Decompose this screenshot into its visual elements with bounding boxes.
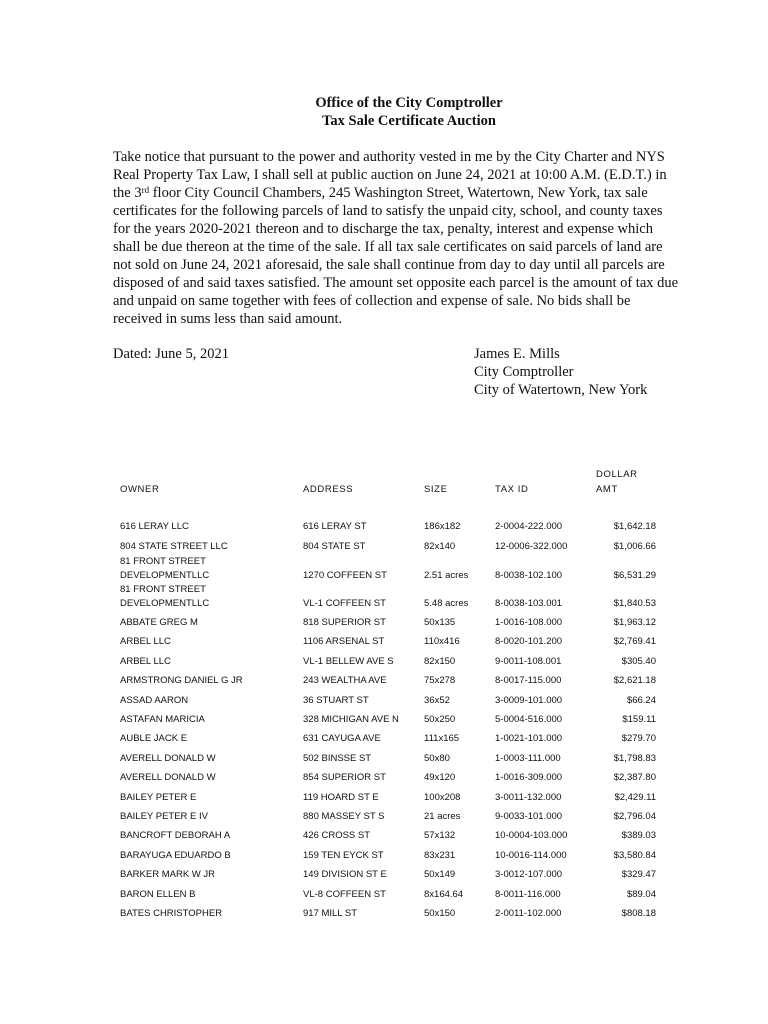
size-cell: 57x132: [424, 830, 456, 841]
amount-cell: $2,429.11: [614, 792, 656, 803]
notice-line: and unpaid on same together with fees of collection and expense of sale. No bids shall be: [113, 293, 631, 309]
size-cell: 50x135: [424, 617, 456, 628]
owner-cell: AVERELL DONALD W: [120, 772, 216, 783]
address-cell: 502 BINSSE ST: [303, 753, 372, 764]
size-cell: 111x165: [424, 733, 460, 744]
tax-id-cell: 2-0004-222.000: [495, 521, 563, 532]
address-cell: 631 CAYUGA AVE: [303, 733, 381, 744]
address-cell: 1270 COFFEEN ST: [303, 570, 387, 581]
owner-cell: BANCROFT DEBORAH A: [120, 830, 231, 841]
amount-header-line1: DOLLAR: [596, 469, 638, 480]
owner-cell: BAILEY PETER E: [120, 792, 197, 803]
signer-organization: City of Watertown, New York: [474, 382, 648, 398]
address-cell: 818 SUPERIOR ST: [303, 617, 386, 628]
size-cell: 50x150: [424, 908, 456, 919]
address-cell: 917 MILL ST: [303, 908, 358, 919]
size-cell: 110x416: [424, 636, 460, 647]
amount-cell: $389.03: [621, 830, 656, 841]
size-cell: 5.48 acres: [424, 598, 469, 609]
notice-line: certificates for the following parcels of land to satisfy the unpaid city, school, and county taxes: [113, 203, 663, 219]
address-cell: 243 WEALTHA AVE: [303, 675, 387, 686]
owner-cell: BARKER MARK W JR: [120, 869, 216, 880]
size-cell: 100x208: [424, 792, 461, 803]
notice-line: Take notice that pursuant to the power and authority vested in me by the City Charter and NYS: [113, 149, 665, 165]
tax-id-cell: 9-0033-101.000: [495, 811, 563, 822]
size-cell: 83x231: [424, 850, 456, 861]
address-header: ADDRESS: [303, 484, 354, 495]
dated-line: Dated: June 5, 2021: [113, 346, 229, 362]
owner-cell: AVERELL DONALD W: [120, 753, 216, 764]
owner-cell: ASTAFAN MARICIA: [120, 714, 205, 725]
amount-cell: $159.11: [622, 714, 656, 725]
address-cell: 36 STUART ST: [303, 695, 369, 706]
notice-line: shall be due thereon at the time of the sale. If all tax sale certificates on said parcels of land are: [113, 239, 663, 255]
tax-id-cell: 9-0011-108.001: [495, 656, 562, 667]
owner-cell: ARMSTRONG DANIEL G JR: [120, 675, 243, 686]
owner-cell: BARAYUGA EDUARDO B: [120, 850, 231, 861]
owner-cell-line1: 81 FRONT STREET: [120, 584, 206, 595]
tax-id-cell: 1-0003-111.000: [495, 753, 561, 764]
tax-id-cell: 2-0011-102.000: [495, 908, 562, 919]
size-cell: 50x250: [424, 714, 456, 725]
size-cell: 50x149: [424, 869, 456, 880]
notice-line: Real Property Tax Law, I shall sell at public auction on June 24, 2021 at 10:00 A.M. (E.D.T.) in: [113, 167, 667, 183]
size-cell: 50x80: [424, 753, 450, 764]
owner-cell: BAILEY PETER E IV: [120, 811, 209, 822]
owner-cell: ASSAD AARON: [120, 695, 189, 706]
address-cell: 854 SUPERIOR ST: [303, 772, 386, 783]
signer-title: City Comptroller: [474, 364, 574, 380]
notice-line: disposed of and said taxes satisfied. The amount set opposite each parcel is the amount of tax due: [113, 275, 679, 291]
tax-id-cell: 1-0016-108.000: [495, 617, 563, 628]
amount-cell: $1,798.83: [613, 753, 656, 764]
notice-line: [113, 184, 648, 202]
auction-title: Tax Sale Certificate Auction: [322, 113, 496, 129]
tax-id-cell: 8-0038-103.001: [495, 598, 563, 609]
owner-cell: ARBEL LLC: [120, 636, 171, 647]
owner-cell: ABBATE GREG M: [120, 617, 198, 628]
amount-cell: $1,963.12: [613, 617, 656, 628]
owner-cell: AUBLE JACK E: [120, 733, 188, 744]
amount-cell: $2,621.18: [613, 675, 656, 686]
size-cell: 49x120: [424, 772, 456, 783]
address-cell: 159 TEN EYCK ST: [303, 850, 384, 861]
amount-cell: $1,006.66: [613, 541, 656, 552]
amount-cell: $2,796.04: [613, 811, 656, 822]
tax-id-cell: 8-0017-115.000: [495, 675, 562, 686]
owner-header: OWNER: [120, 484, 160, 495]
address-cell: VL-1 BELLEW AVE S: [303, 656, 394, 667]
tax-id-cell: 10-0016-114.000: [495, 850, 567, 861]
amount-cell: $66.24: [626, 695, 656, 706]
address-cell: 616 LERAY ST: [303, 521, 367, 532]
amount-header-line2: AMT: [596, 484, 618, 495]
size-cell: 36x52: [424, 695, 450, 706]
owner-cell: DEVELOPMENTLLC: [120, 598, 210, 609]
address-cell: 328 MICHIGAN AVE N: [303, 714, 399, 725]
size-cell: 8x164.64: [424, 889, 464, 900]
size-cell: 82x150: [424, 656, 456, 667]
tax-id-cell: 1-0016-309.000: [495, 772, 563, 783]
office-title: Office of the City Comptroller: [315, 95, 503, 111]
notice-line-start: the 3: [113, 185, 142, 201]
amount-cell: $2,769.41: [613, 636, 656, 647]
tax-id-cell: 3-0012-107.000: [495, 869, 563, 880]
tax-id-cell: 3-0009-101.000: [495, 695, 563, 706]
size-cell: 75x278: [424, 675, 456, 686]
tax-id-cell: 12-0006-322.000: [495, 541, 568, 552]
tax-id-header: TAX ID: [495, 484, 529, 495]
owner-cell: ARBEL LLC: [120, 656, 171, 667]
ordinal-suffix: rd: [141, 185, 150, 195]
amount-cell: $329.47: [621, 869, 656, 880]
size-header: SIZE: [424, 484, 448, 495]
address-cell: 426 CROSS ST: [303, 830, 371, 841]
amount-cell: $808.18: [621, 908, 656, 919]
amount-cell: $305.40: [621, 656, 656, 667]
amount-cell: $2,387.80: [613, 772, 656, 783]
tax-id-cell: 5-0004-516.000: [495, 714, 563, 725]
address-cell: 880 MASSEY ST S: [303, 811, 385, 822]
owner-cell: 616 LERAY LLC: [120, 521, 189, 532]
amount-cell: $6,531.29: [613, 570, 656, 581]
owner-cell: BARON ELLEN B: [120, 889, 196, 900]
owner-cell: DEVELOPMENTLLC: [120, 570, 210, 581]
owner-cell: 804 STATE STREET LLC: [120, 541, 228, 552]
tax-id-cell: 8-0020-101.200: [495, 636, 563, 647]
size-cell: 2.51 acres: [424, 570, 469, 581]
amount-cell: $89.04: [626, 889, 656, 900]
size-cell: 186x182: [424, 521, 461, 532]
address-cell: 119 HOARD ST E: [303, 792, 379, 803]
amount-cell: $3,580.84: [613, 850, 656, 861]
notice-line: for the years 2020-2021 thereon and to discharge the tax, penalty, interest and expense which: [113, 221, 653, 237]
notice-line: not sold on June 24, 2021 aforesaid, the sale shall continue from day to day until all parcels are: [113, 257, 665, 273]
address-cell: 804 STATE ST: [303, 541, 366, 552]
amount-cell: $279.70: [621, 733, 656, 744]
signer-name: James E. Mills: [474, 346, 560, 362]
notice-line-rest: floor City Council Chambers, 245 Washington Street, Watertown, New York, tax sale: [149, 185, 648, 201]
address-cell: 1106 ARSENAL ST: [303, 636, 385, 647]
size-cell: 82x140: [424, 541, 456, 552]
tax-id-cell: 3-0011-132.000: [495, 792, 562, 803]
owner-cell: BATES CHRISTOPHER: [120, 908, 223, 919]
address-cell: 149 DIVISION ST E: [303, 869, 387, 880]
tax-id-cell: 8-0038-102.100: [495, 570, 563, 581]
amount-cell: $1,642.18: [613, 521, 656, 532]
tax-id-cell: 1-0021-101.000: [495, 733, 563, 744]
notice-line: received in sums less than said amount.: [113, 311, 343, 327]
address-cell: VL-8 COFFEEN ST: [303, 889, 386, 900]
tax-id-cell: 10-0004-103.000: [495, 830, 568, 841]
size-cell: 21 acres: [424, 811, 461, 822]
owner-cell-line1: 81 FRONT STREET: [120, 556, 206, 567]
amount-cell: $1,840.53: [613, 598, 656, 609]
address-cell: VL-1 COFFEEN ST: [303, 598, 386, 609]
tax-id-cell: 8-0011-116.000: [495, 889, 561, 900]
